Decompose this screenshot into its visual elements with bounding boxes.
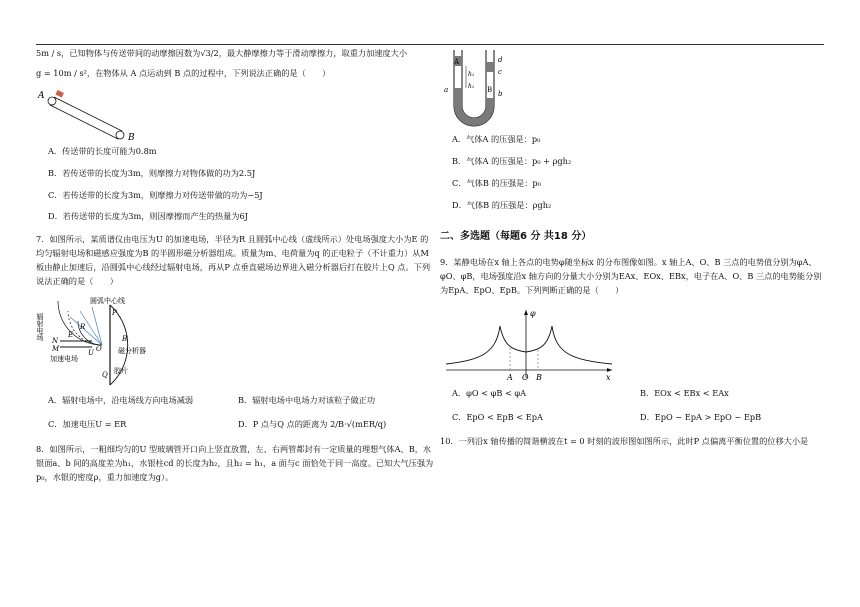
center-line-label: 圆弧中心线: [90, 297, 125, 306]
film-label: 胶片: [114, 367, 128, 376]
header-rule: [36, 44, 824, 45]
q10-stem: 10．一列沿x 轴传播的简谐横波在t = 0 时刻的波形图如图所示，此时P 点偏离平衡位置的位移大小是: [440, 435, 809, 446]
gas-b-label: B: [487, 86, 493, 94]
field-b-label: B: [122, 335, 128, 344]
q6-option-c: C．若传送带的长度为3m，则摩擦力对传送带做的功为−5J: [48, 189, 263, 200]
q9-stem: 9．某静电场在x 轴上各点的电势φ随坐标x 的分布图像如图。x 轴上A、O、B 三点的电势值分别为φA、φO、φB，电场强度沿x 轴方向的分量大小分别为EAx、EOx、EBx，电子在A、O、B 三点的电势能分别为EpA、EpO、EpB。下列判断正确的是（ ）: [440, 257, 822, 295]
tick-a: A: [507, 372, 513, 382]
analyzer-label: 磁分析器: [118, 347, 146, 356]
q6-option-b: B．若传送带的长度为3m，则摩擦力对物体做的功为2.5J: [48, 167, 256, 178]
field-e-label: E: [68, 331, 74, 340]
height-h1-upper: h₁: [468, 71, 475, 78]
block-on-belt: [55, 90, 64, 98]
q6-option-a: A．传送带的长度可能为0.8m: [48, 145, 157, 156]
q7-option-c: C．加速电压U = ER: [48, 418, 127, 429]
radiation-field-label: 辐射电场: [36, 313, 44, 342]
radius-r-label: R: [80, 323, 86, 332]
gas-a-label: A: [454, 58, 460, 66]
surface-b-label: b: [498, 90, 503, 98]
plate-n-label: N: [52, 337, 59, 346]
tick-o: O: [522, 372, 529, 382]
x-axis-label: x: [606, 372, 611, 382]
phi-axis-label: φ: [530, 308, 536, 318]
surface-d-label: d: [498, 56, 503, 64]
q7-option-d: D．P 点与Q 点的距离为 2/B·√(mER/q): [238, 418, 387, 429]
fig-label-a: A: [38, 90, 45, 101]
q8-option-a: A．气体A 的压强是：p₀: [452, 134, 541, 144]
section-2-title: 二、多选题（每题6 分 共18 分）: [440, 230, 592, 242]
q6-stem-line2: g = 10m / s²，在物体从 A 点运动到 B 点的过程中，下列说法正确的是（ ）: [36, 67, 331, 78]
voltage-u-label: U: [88, 349, 94, 358]
point-q-label: Q: [102, 371, 108, 380]
q8-option-b: B．气体A 的压强是：p₀ + ρgh₂: [452, 155, 572, 166]
q7-option-b: B．辐射电场中电场力对该粒子做正功: [238, 395, 376, 406]
q6-option-d: D．若传送带的长度为3m，则因摩擦而产生的热量为6J: [48, 211, 248, 222]
point-o-label: O: [96, 345, 102, 354]
point-p-label: P: [112, 309, 117, 318]
q6-stem-line1: 5m / s，已知物体与传送带间的动摩擦因数为√3/2，最大静摩擦力等于滑动摩擦力，取重力加速度大小: [36, 48, 408, 58]
q8-option-d: D．气体B 的压强是：ρgh₂: [452, 199, 552, 210]
fig-label-b: B: [128, 132, 135, 143]
q7-stem: 7．如图所示，某质谱仪由电压为U 的加速电场，半径为R 且圆弧中心线（虚线所示）处电场强度大小为E 的均匀辐射电场和磁感应强度为B 的半圆形磁分析器组成。质量为m、电荷量为q 的正电粒子（不计重力）从M 板由静止加速后，沿圆弧中心线经过辐射电场，再从P 点垂直磁场边界进入磁分析器后打在胶片上Q 点。下列说法正确的是（ ）: [36, 234, 431, 287]
left-column: [36, 48, 434, 493]
u-tube-figure: [444, 48, 524, 130]
q9-option-b: B．EOx < EBx < EAx: [640, 387, 729, 398]
surface-a-label: a: [444, 86, 449, 94]
mass-spectrometer-figure: [36, 297, 170, 389]
right-column: [440, 48, 828, 456]
conveyor-belt-figure: [36, 88, 156, 143]
q9-option-d: D．EpO − EpA > EpO − EpB: [640, 411, 762, 422]
height-h1-lower: h₁: [468, 83, 475, 90]
q9-option-c: C．EpO < EpB < EpA: [452, 411, 543, 422]
potential-graph-figure: [440, 306, 620, 382]
plate-m-label: M: [52, 345, 60, 354]
surface-c-label: c: [498, 68, 502, 76]
q8-stem: 8．如图所示，一粗细均匀的U 型玻璃管开口向上竖直放置，左、右两管都封有一定质量的理想气体A、B，水银面a、b 间的高度差为h₁，水银柱cd 的长度为h₂，且h₂ = h₁，a 面与c 面恰处于同一高度。已知大气压强为p₀，水银的密度ρ，重力加速度为g）。: [36, 443, 434, 482]
q9-option-a: A．φO < φB < φA: [452, 387, 527, 398]
tick-b: B: [536, 372, 542, 382]
accel-field-label: 加速电场: [50, 355, 78, 364]
q7-option-a: A．辐射电场中，沿电场线方向电场减弱: [48, 395, 194, 406]
q8-option-c: C．气体B 的压强是：p₀: [452, 177, 541, 188]
